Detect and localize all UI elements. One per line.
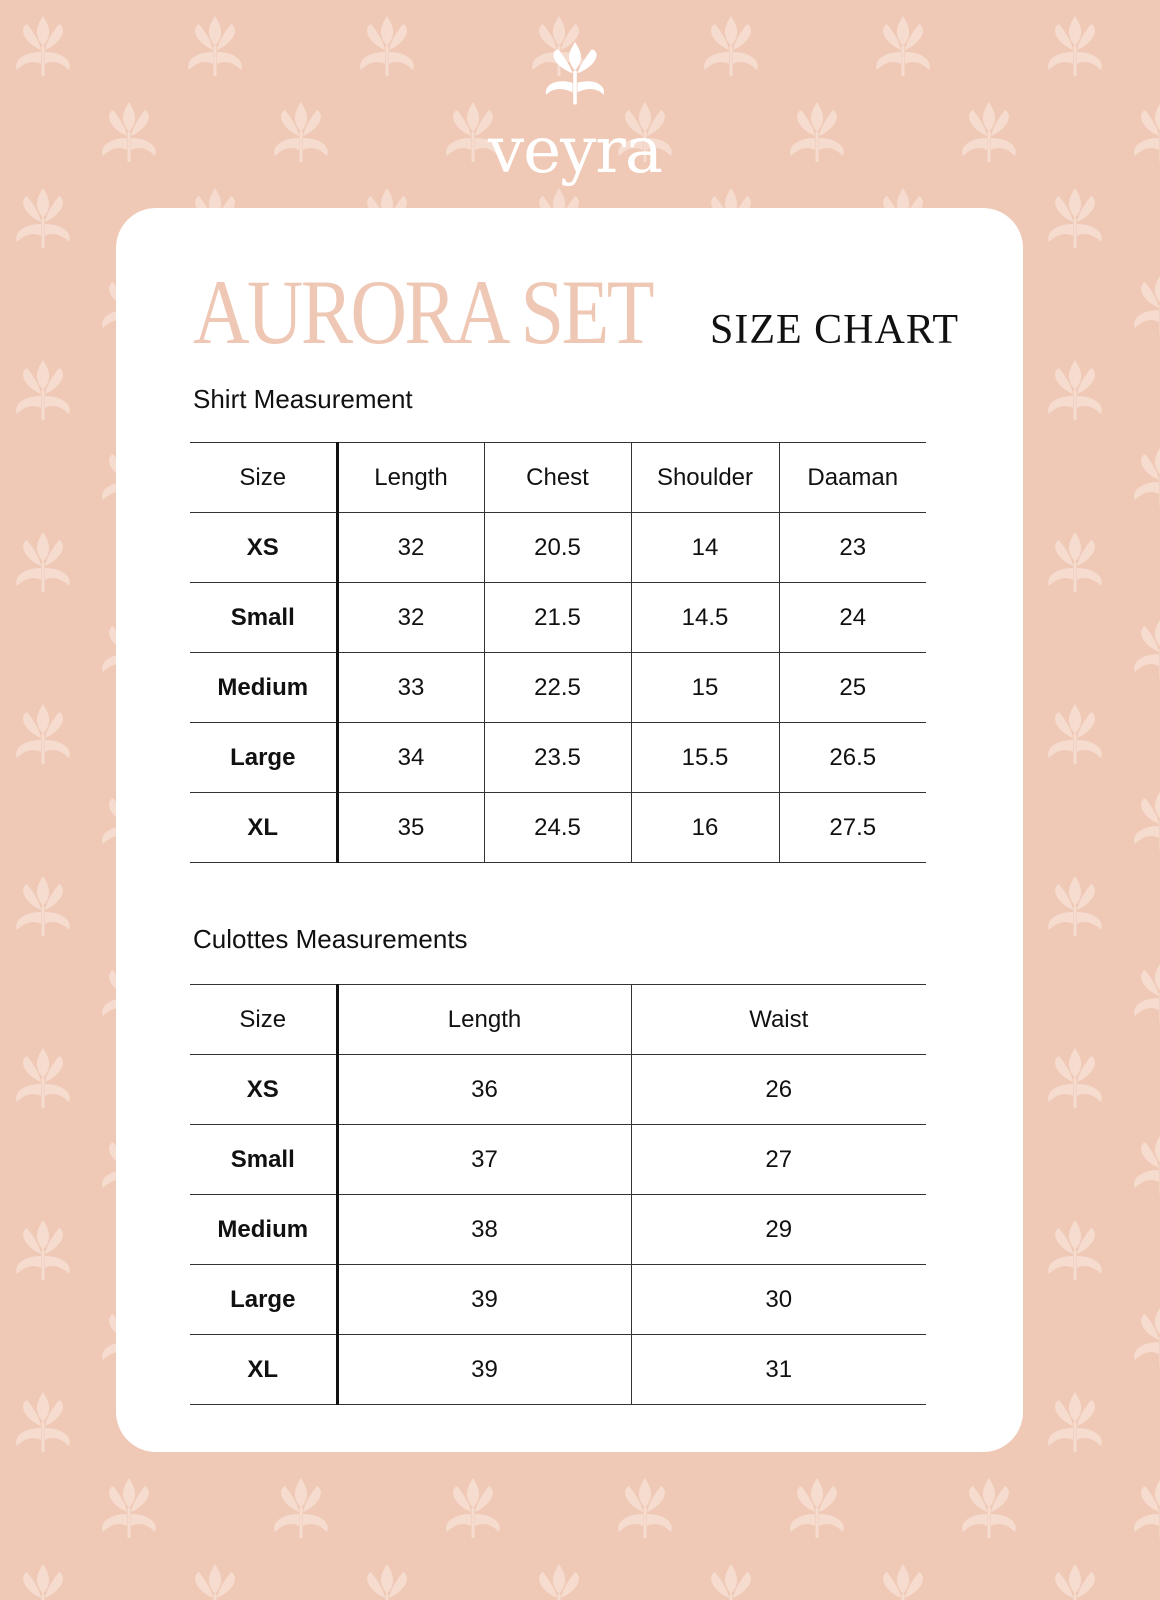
measurement-cell: 15.5 bbox=[631, 723, 779, 793]
table-header-row bbox=[190, 985, 926, 1055]
table-row bbox=[190, 1125, 926, 1195]
measurement-cell: 33 bbox=[337, 653, 484, 723]
measurement-cell: 39 bbox=[337, 1335, 631, 1405]
measurement-cell: 24.5 bbox=[484, 793, 631, 863]
measurement-cell: 35 bbox=[337, 793, 484, 863]
measurement-cell: 26 bbox=[631, 1055, 926, 1125]
size-cell: XL bbox=[190, 793, 337, 863]
column-header: Shoulder bbox=[631, 443, 779, 513]
product-title: AURORA SET bbox=[193, 261, 652, 363]
measurement-cell: 27 bbox=[631, 1125, 926, 1195]
culottes-table bbox=[190, 984, 926, 1405]
table-row bbox=[190, 1055, 926, 1125]
size-cell: XS bbox=[190, 1055, 337, 1125]
measurement-cell: 27.5 bbox=[779, 793, 926, 863]
measurement-cell: 20.5 bbox=[484, 513, 631, 583]
measurement-cell: 23.5 bbox=[484, 723, 631, 793]
measurement-cell: 14 bbox=[631, 513, 779, 583]
measurement-cell: 37 bbox=[337, 1125, 631, 1195]
table-row bbox=[190, 723, 926, 793]
table-row bbox=[190, 513, 926, 583]
table-row bbox=[190, 1195, 926, 1265]
size-cell: XL bbox=[190, 1335, 337, 1405]
size-chart-label: SIZE CHART bbox=[710, 307, 959, 353]
column-header: Size bbox=[190, 443, 337, 513]
measurement-cell: 23 bbox=[779, 513, 926, 583]
measurement-cell: 25 bbox=[779, 653, 926, 723]
measurement-cell: 14.5 bbox=[631, 583, 779, 653]
column-header: Length bbox=[337, 985, 631, 1055]
size-cell: Medium bbox=[190, 653, 337, 723]
measurement-cell: 31 bbox=[631, 1335, 926, 1405]
table-row bbox=[190, 1335, 926, 1405]
table-row bbox=[190, 793, 926, 863]
table-header-row bbox=[190, 443, 926, 513]
table-row bbox=[190, 653, 926, 723]
lotus-icon bbox=[540, 38, 610, 118]
measurement-cell: 29 bbox=[631, 1195, 926, 1265]
measurement-cell: 36 bbox=[337, 1055, 631, 1125]
measurement-cell: 30 bbox=[631, 1265, 926, 1335]
column-header: Waist bbox=[631, 985, 926, 1055]
size-cell: Small bbox=[190, 583, 337, 653]
column-header: Daaman bbox=[779, 443, 926, 513]
size-cell: Small bbox=[190, 1125, 337, 1195]
measurement-cell: 32 bbox=[337, 513, 484, 583]
measurement-cell: 39 bbox=[337, 1265, 631, 1335]
measurement-cell: 24 bbox=[779, 583, 926, 653]
size-cell: XS bbox=[190, 513, 337, 583]
size-cell: Large bbox=[190, 723, 337, 793]
column-header: Length bbox=[337, 443, 484, 513]
shirt-heading: Shirt Measurement bbox=[193, 384, 413, 414]
size-cell: Medium bbox=[190, 1195, 337, 1265]
shirt-table bbox=[190, 442, 926, 863]
table-row bbox=[190, 583, 926, 653]
brand-logo bbox=[470, 38, 680, 188]
column-header: Chest bbox=[484, 443, 631, 513]
measurement-cell: 32 bbox=[337, 583, 484, 653]
measurement-cell: 21.5 bbox=[484, 583, 631, 653]
measurement-cell: 15 bbox=[631, 653, 779, 723]
table-row bbox=[190, 1265, 926, 1335]
size-cell: Large bbox=[190, 1265, 337, 1335]
culottes-heading: Culottes Measurements bbox=[193, 924, 468, 954]
brand-name: veyra bbox=[488, 114, 662, 188]
measurement-cell: 38 bbox=[337, 1195, 631, 1265]
measurement-cell: 26.5 bbox=[779, 723, 926, 793]
measurement-cell: 34 bbox=[337, 723, 484, 793]
column-header: Size bbox=[190, 985, 337, 1055]
measurement-cell: 16 bbox=[631, 793, 779, 863]
measurement-cell: 22.5 bbox=[484, 653, 631, 723]
